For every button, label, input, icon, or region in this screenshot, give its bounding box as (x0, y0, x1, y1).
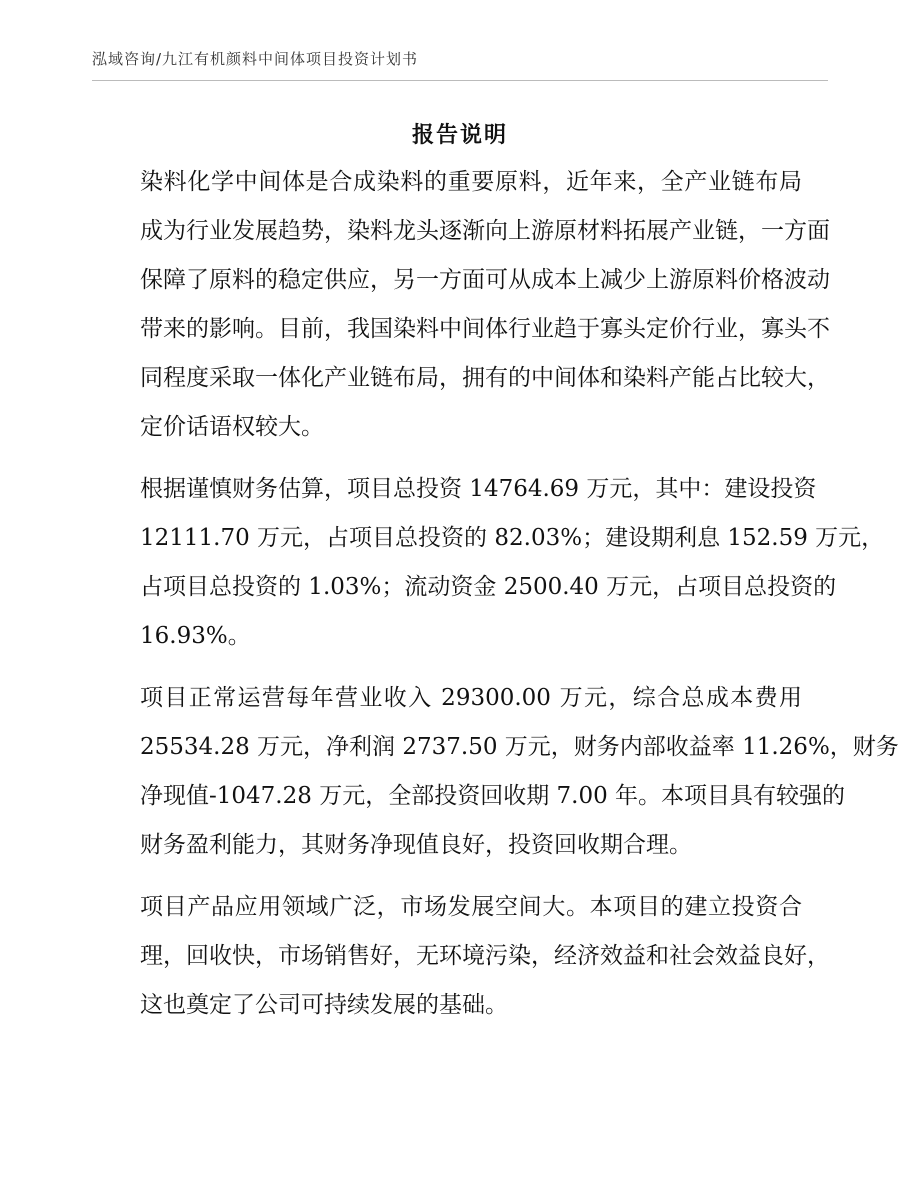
paragraph-line: 12111.70 万元，占项目总投资的 82.03%；建设期利息 152.59 万元， (140, 525, 885, 551)
paragraph-line: 16.93%。 (140, 623, 251, 649)
paragraph-line: 根据谨慎财务估算，项目总投资 14764.69 万元，其中：建设投资 (140, 476, 817, 502)
paragraph (140, 158, 830, 452)
paragraph-line: 项目正常运营每年营业收入 29300.00 万元，综合总成本费用 (140, 685, 802, 711)
paragraph-line: 保障了原料的稳定供应，另一方面可从成本上减少上游原料价格波动 (140, 267, 830, 293)
paragraph-line: 定价话语权较大。 (140, 414, 324, 440)
running-header: 泓域咨询/九江有机颜料中间体项目投资计划书 (92, 50, 419, 68)
paragraph-line: 占项目总投资的 1.03%；流动资金 2500.40 万元，占项目总投资的 (140, 574, 837, 600)
paragraph-line: 25534.28 万元，净利润 2737.50 万元，财务内部收益率 11.26%，财务 (140, 734, 899, 760)
paragraph-line: 净现值-1047.28 万元，全部投资回收期 7.00 年。本项目具有较强的 (140, 783, 846, 809)
document-body (140, 158, 899, 1043)
paragraph-line: 染料化学中间体是合成染料的重要原料，近年来，全产业链布局 (140, 169, 802, 195)
paragraph (140, 674, 899, 870)
paragraph-line: 这也奠定了公司可持续发展的基础。 (140, 992, 508, 1018)
paragraph (140, 883, 830, 1030)
page-title: 报告说明 (411, 122, 508, 148)
paragraph-line: 财务盈利能力，其财务净现值良好，投资回收期合理。 (140, 832, 692, 858)
header-divider (92, 80, 828, 81)
paragraph-line: 成为行业发展趋势，染料龙头逐渐向上游原材料拓展产业链，一方面 (140, 218, 830, 244)
paragraph-line: 带来的影响。目前，我国染料中间体行业趋于寡头定价行业，寡头不 (140, 316, 830, 342)
paragraph-line: 理，回收快，市场销售好，无环境污染，经济效益和社会效益良好， (140, 943, 830, 969)
paragraph-line: 项目产品应用领域广泛，市场发展空间大。本项目的建立投资合 (140, 894, 802, 920)
paragraph-line: 同程度采取一体化产业链布局，拥有的中间体和染料产能占比较大， (140, 365, 830, 391)
paragraph (140, 465, 885, 661)
